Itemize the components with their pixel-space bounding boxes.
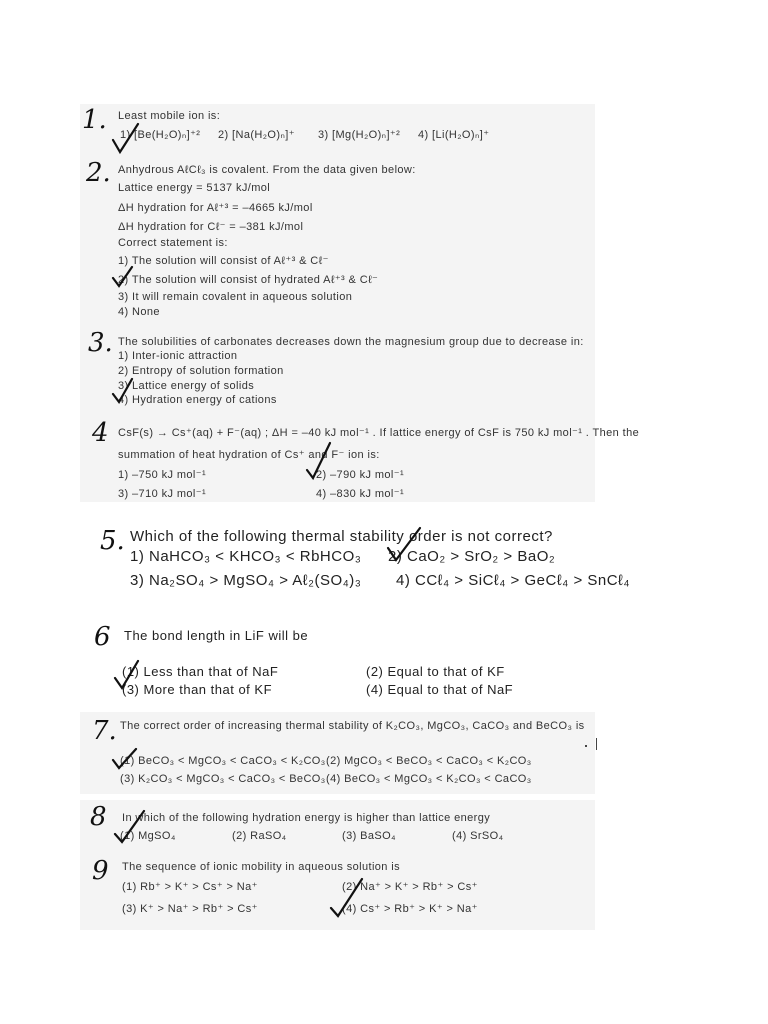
option-2[interactable]: 2) [Na(H₂O)ₙ]⁺	[218, 129, 295, 141]
option-4[interactable]: (4) Equal to that of NaF	[366, 682, 514, 697]
question-stem: In which of the following hydration energy is higher than lattice energy	[122, 812, 491, 824]
option-2[interactable]: 2) –790 kJ mol⁻¹	[316, 469, 405, 481]
option-3[interactable]: 3) –710 kJ mol⁻¹	[118, 488, 207, 500]
checkmark-icon	[110, 746, 140, 772]
question-stem-line-2: summation of heat hydration of Cs⁺ and F⁻ ion is:	[118, 449, 380, 461]
data-line-3: ΔH hydration for Cℓ⁻ = –381 kJ/mol	[118, 221, 304, 233]
option-1[interactable]: (1) BeCO₃ < MgCO₃ < CaCO₃ < K₂CO₃	[120, 755, 326, 767]
option-4[interactable]: 4) –830 kJ mol⁻¹	[316, 488, 405, 500]
question-number: 8	[90, 802, 107, 832]
question-stem: Which of the following thermal stability order is not correct?	[130, 528, 553, 545]
option-3[interactable]: (3) More than that of KF	[122, 682, 273, 697]
question-stem: The bond length in LiF will be	[124, 628, 309, 643]
option-3[interactable]: 3) Na₂SO₄ > MgSO₄ > Aℓ₂(SO₄)₃	[130, 572, 362, 589]
question-number: 1.	[82, 105, 107, 135]
question-stem-line-1: CsF(s) → Cs⁺(aq) + F⁻(aq) ; ΔH = –40 kJ mol⁻¹ . If lattice energy of CsF is 750 kJ mol⁻¹ . Then the	[118, 427, 640, 439]
option-4[interactable]: (4) BeCO₃ < MgCO₃ < K₂CO₃ < CaCO₃	[326, 773, 532, 785]
checkmark-icon	[112, 658, 142, 692]
question-number: 4	[92, 418, 109, 448]
option-2[interactable]: (2) Na⁺ > K⁺ > Rb⁺ > Cs⁺	[342, 881, 478, 893]
option-2[interactable]: (2) Equal to that of KF	[366, 664, 505, 679]
option-2[interactable]: (2) RaSO₄	[232, 830, 287, 842]
question-number: 9	[92, 856, 109, 886]
question-number: 3.	[88, 328, 113, 358]
question-number: 5.	[100, 526, 125, 556]
option-4[interactable]: (4) Cs⁺ > Rb⁺ > K⁺ > Na⁺	[342, 903, 478, 915]
option-3[interactable]: (3) K⁺ > Na⁺ > Rb⁺ > Cs⁺	[122, 903, 258, 915]
question-prompt: Correct statement is:	[118, 237, 228, 249]
data-line-1: Lattice energy = 5137 kJ/mol	[118, 182, 271, 194]
option-1[interactable]: 1) NaHCO₃ < KHCO₃ < RbHCO₃	[130, 548, 362, 565]
question-number: 2.	[86, 158, 111, 188]
checkmark-icon	[110, 120, 142, 156]
checkmark-icon	[110, 264, 136, 290]
data-line-2: ΔH hydration for Aℓ⁺³ = –4665 kJ/mol	[118, 202, 313, 214]
scan-speck	[596, 738, 597, 750]
option-3[interactable]: (3) BaSO₄	[342, 830, 396, 842]
option-2[interactable]: (2) MgCO₃ < BeCO₃ < CaCO₃ < K₂CO₃	[326, 755, 532, 767]
option-3[interactable]: (3) K₂CO₃ < MgCO₃ < CaCO₃ < BeCO₃	[120, 773, 326, 785]
question-stem: Anhydrous AℓCℓ₃ is covalent. From the data given below:	[118, 164, 416, 176]
option-1[interactable]: (1) Less than that of NaF	[122, 664, 279, 679]
checkmark-icon	[304, 440, 334, 482]
question-stem: The solubilities of carbonates decreases down the magnesium group due to decrease in:	[118, 336, 584, 348]
question-stem: Least mobile ion is:	[118, 110, 221, 122]
checkmark-icon	[112, 808, 148, 846]
option-3[interactable]: 3) [Mg(H₂O)ₙ]⁺²	[318, 129, 401, 141]
question-stem: The sequence of ionic mobility in aqueous solution is	[122, 861, 401, 873]
option-1[interactable]: 1) Inter-ionic attraction	[118, 350, 238, 362]
option-4[interactable]: (4) SrSO₄	[452, 830, 504, 842]
option-2[interactable]: 2) The solution will consist of hydrated Aℓ⁺³ & Cℓ⁻	[118, 274, 379, 286]
option-1[interactable]: (1) MgSO₄	[120, 830, 176, 842]
scan-speck	[585, 745, 587, 747]
option-1[interactable]: 1) The solution will consist of Aℓ⁺³ & Cℓ⁻	[118, 255, 329, 267]
question-number: 7.	[92, 716, 117, 746]
option-1[interactable]: 1) [Be(H₂O)ₙ]⁺²	[120, 129, 201, 141]
option-3[interactable]: 3) It will remain covalent in aqueous solution	[118, 291, 353, 303]
question-number: 6	[94, 622, 111, 652]
option-2[interactable]: 2) Entropy of solution formation	[118, 365, 284, 377]
option-4[interactable]: 4) Hydration energy of cations	[118, 394, 277, 406]
option-4[interactable]: 4) [Li(H₂O)ₙ]⁺	[418, 129, 490, 141]
checkmark-icon	[110, 376, 136, 406]
option-1[interactable]: (1) Rb⁺ > K⁺ > Cs⁺ > Na⁺	[122, 881, 258, 893]
checkmark-icon	[384, 524, 424, 566]
option-4[interactable]: 4) CCℓ₄ > SiCℓ₄ > GeCℓ₄ > SnCℓ₄	[396, 572, 631, 589]
question-stem: The correct order of increasing thermal stability of K₂CO₃, MgCO₃, CaCO₃ and BeCO₃ is	[120, 720, 585, 732]
option-4[interactable]: 4) None	[118, 306, 160, 318]
option-2[interactable]: 2) CaO₂ > SrO₂ > BaO₂	[388, 548, 556, 565]
checkmark-icon	[328, 876, 366, 920]
option-3[interactable]: 3) Lattice energy of solids	[118, 380, 255, 392]
option-1[interactable]: 1) –750 kJ mol⁻¹	[118, 469, 207, 481]
